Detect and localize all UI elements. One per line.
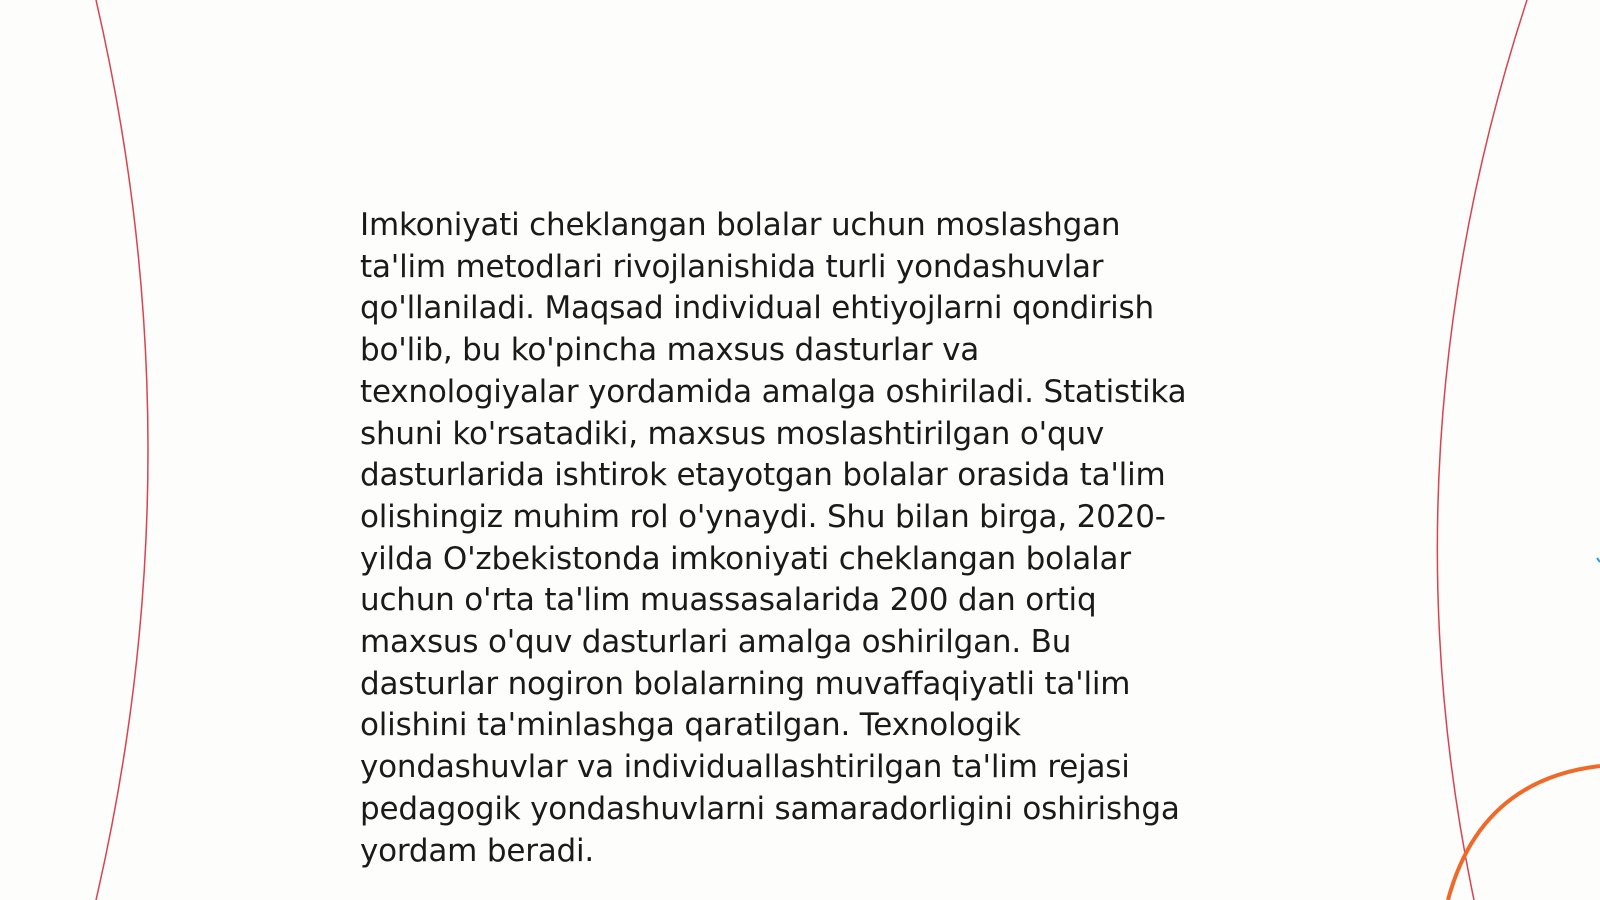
left-curve <box>96 0 148 900</box>
right-curve <box>1437 0 1527 900</box>
orange-arc <box>1448 766 1600 900</box>
body-paragraph: Imkoniyati cheklangan bolalar uchun moslashgan ta'lim metodlari rivojlanishida turli yondashuvlar qo'llaniladi. Maqsad individual ehtiyojlarni qondirish bo'lib, bu ko'pincha maxsus dasturlar va texnologiyalar yordamida amalga oshiriladi. Statistika shuni ko'rsatadiki, maxsus moslashtirilgan o'quv dasturlarida ishtirok etayotgan bolalar orasida ta'lim olishingiz muhim rol o'ynaydi. Shu bilan birga, 2020- yilda O'zbekistonda imkoniyati cheklangan bolalar uchun o'rta ta'lim muassasalarida 200 dan ortiq maxsus o'quv dasturlari amalga oshirilgan. Bu dasturlar nogiron bolalarning muvaffaqiyatli ta'lim olishini ta'minlashga qaratilgan. Texnologik yondashuvlar va individuallashtirilgan ta'lim rejasi pedagogik yondashuvlarni samaradorligini oshirishga yordam beradi. <box>360 207 1187 869</box>
